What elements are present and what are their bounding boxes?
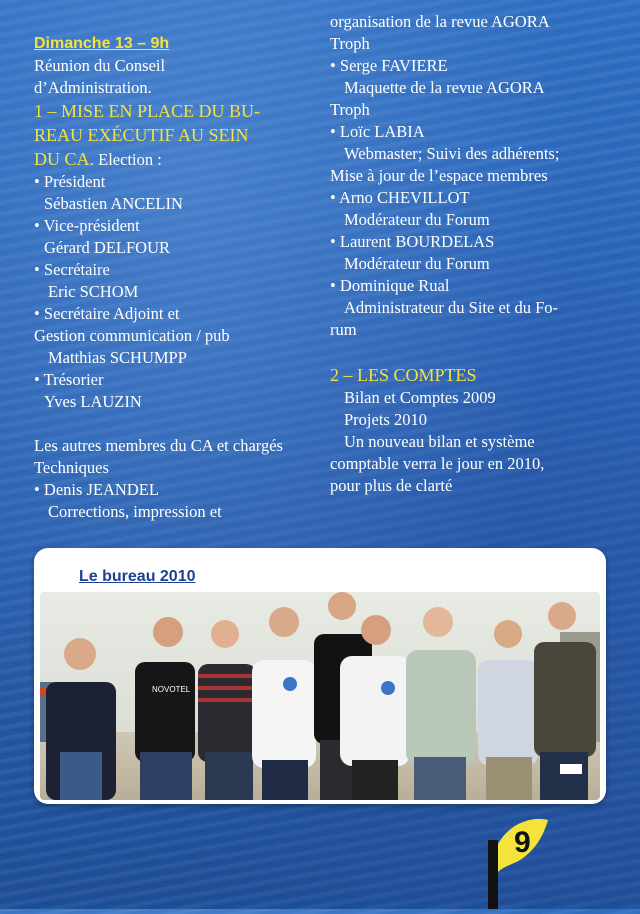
member-arno: • Arno CHEVILLOT <box>330 188 470 207</box>
comptes-line-5: pour plus de clarté <box>330 476 453 495</box>
role-vice-president: • Vice-président <box>34 216 140 235</box>
date-heading: Dimanche 13 – 9h <box>34 35 170 52</box>
member-loic-task: Webmaster; Suivi des adhérents; <box>344 144 560 163</box>
comptes-line-4: comptable verra le jour en 2010, <box>330 454 545 473</box>
member-laurent: • Laurent BOURDELAS <box>330 232 495 251</box>
others-line-1: Les autres membres du CA et chargés <box>34 436 283 455</box>
photo-caption: Le bureau 2010 <box>79 568 196 585</box>
member-serge-task: Maquette de la revue AGORA <box>344 78 545 97</box>
member-dominique-task-2: rum <box>330 320 357 339</box>
section1-heading-line3: DU CA. <box>34 149 95 169</box>
meeting-line-2: d’Administration. <box>34 78 152 97</box>
section1-heading-line1: 1 – MISE EN PLACE DU BU- <box>34 101 261 121</box>
page-number-fish <box>484 810 554 909</box>
member-laurent-task: Modérateur du Forum <box>344 254 490 273</box>
member-denis: • Denis JEANDEL <box>34 480 159 499</box>
name-secretaire: Eric SCHOM <box>48 282 139 301</box>
member-denis-task: Corrections, impression et <box>48 502 222 521</box>
member-dominique: • Dominique Rual <box>330 276 450 295</box>
role-secretaire-adjoint: • Secrétaire Adjoint et <box>34 304 180 323</box>
member-arno-task: Modérateur du Forum <box>344 210 490 229</box>
member-dominique-task: Administrateur du Site et du Fo- <box>344 298 559 317</box>
name-vice-president: Gérard DELFOUR <box>44 238 171 257</box>
member-loic-task-2: Mise à jour de l’espace membres <box>330 166 548 185</box>
name-secretaire-adjoint: Matthias SCHUMPP <box>48 348 187 367</box>
role-president: • Président <box>34 172 106 191</box>
election-label: Election : <box>94 150 162 169</box>
comptes-line-2: Projets 2010 <box>344 410 427 429</box>
right-line: organisation de la revue AGORA <box>330 12 550 31</box>
member-loic: • Loïc LABIA <box>330 122 425 141</box>
name-president: Sébastien ANCELIN <box>44 194 183 213</box>
right-column <box>330 12 620 497</box>
group-photo <box>40 592 600 800</box>
role-tresorier: • Trésorier <box>34 370 104 389</box>
section1-heading-line2: REAU EXÉCUTIF AU SEIN <box>34 125 249 145</box>
role-secretaire: • Secrétaire <box>34 260 110 279</box>
right-line: Troph <box>330 100 370 119</box>
meeting-line-1: Réunion du Conseil <box>34 56 166 75</box>
right-line: Troph <box>330 34 370 53</box>
name-tresorier: Yves LAUZIN <box>44 392 142 411</box>
comptes-line-3: Un nouveau bilan et système <box>344 432 535 451</box>
comptes-line-1: Bilan et Comptes 2009 <box>344 388 496 407</box>
shirt-text: NOVOTEL <box>152 685 191 694</box>
others-line-2: Techniques <box>34 458 109 477</box>
member-serge: • Serge FAVIERE <box>330 56 448 75</box>
page-number: 9 <box>514 826 531 859</box>
role-gestion-communication: Gestion communication / pub <box>34 326 230 345</box>
section2-heading: 2 – LES COMPTES <box>330 365 477 385</box>
left-column <box>34 32 319 523</box>
